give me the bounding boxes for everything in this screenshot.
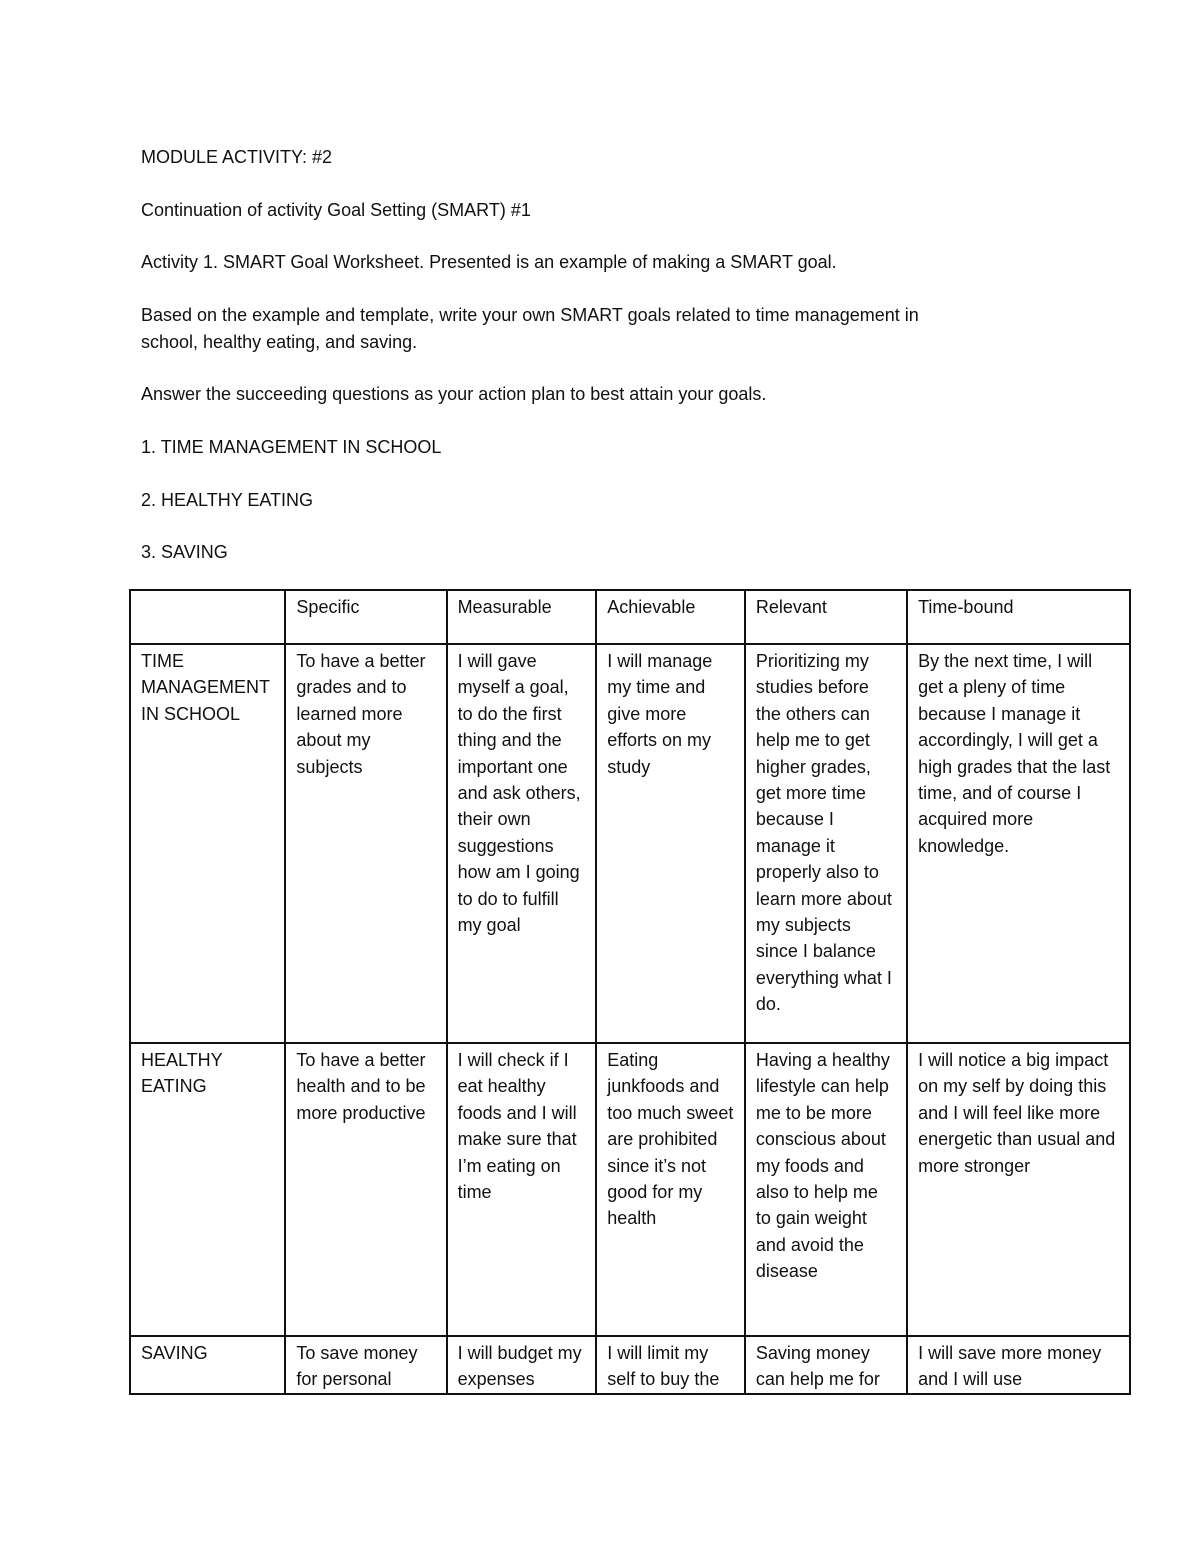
cell-achievable: Eating junkfoods and too much sweet are prohibited since it’s not good for my health [596, 1043, 745, 1336]
row-label-saving: SAVING [130, 1336, 285, 1394]
cell-measurable: I will budget my expenses [447, 1336, 597, 1394]
cell-achievable: I will limit my self to buy the [596, 1336, 745, 1394]
list-item-time-management: 1. TIME MANAGEMENT IN SCHOOL [141, 437, 442, 457]
table-header-row [130, 590, 1130, 644]
cell-specific: To have a better grades and to learned more about my subjects [285, 644, 446, 1043]
list-item-saving: 3. SAVING [141, 542, 228, 562]
cell-relevant: Saving money can help me for [745, 1336, 907, 1394]
cell-measurable: I will gave myself a goal, to do the first thing and the important one and ask others, their own suggestions how am I going to do to fulfill my goal [447, 644, 597, 1043]
cell-specific: To save money for personal [285, 1336, 446, 1394]
table-row [130, 644, 1130, 1043]
action-plan-text: Answer the succeeding questions as your action plan to best attain your goals. [141, 384, 767, 404]
list-item-healthy-eating: 2. HEALTHY EATING [141, 490, 314, 510]
smart-goal-table [129, 589, 1131, 1395]
header-cell-empty [130, 590, 285, 644]
header-cell-achievable: Achievable [596, 590, 745, 644]
table-row [130, 1043, 1130, 1336]
header-cell-measurable: Measurable [447, 590, 597, 644]
row-label-healthy-eating: HEALTHY EATING [130, 1043, 285, 1336]
header-cell-time-bound: Time-bound [907, 590, 1130, 644]
continuation-subheading: Continuation of activity Goal Setting (SMART) #1 [141, 200, 531, 220]
cell-time-bound: I will save more money and I will use [907, 1336, 1130, 1394]
cell-achievable: I will manage my time and give more efforts on my study [596, 644, 745, 1043]
cell-measurable: I will check if I eat healthy foods and I will make sure that I’m eating on time [447, 1043, 597, 1336]
cell-time-bound: By the next time, I will get a pleny of time because I manage it accordingly, I will get a high grades that the last time, and of course I acquired more knowledge. [907, 644, 1130, 1043]
cell-time-bound: I will notice a big impact on my self by doing this and I will feel like more energetic than usual and more stronger [907, 1043, 1130, 1336]
instruction-line-2: school, healthy eating, and saving. [141, 332, 418, 352]
cell-relevant: Prioritizing my studies before the others can help me to get higher grades, get more time because I manage it properly also to learn more about my subjects since I balance everything what I do. [745, 644, 907, 1043]
activity-description: Activity 1. SMART Goal Worksheet. Presented is an example of making a SMART goal. [141, 252, 837, 272]
instruction-line-1: Based on the example and template, write your own SMART goals related to time management in [141, 305, 919, 325]
cell-relevant: Having a healthy lifestyle can help me to be more conscious about my foods and also to help me to gain weight and avoid the disease [745, 1043, 907, 1336]
row-label-time-management: TIME MANAGEMENT IN SCHOOL [130, 644, 285, 1043]
module-heading: MODULE ACTIVITY: #2 [141, 147, 333, 167]
table-row [130, 1336, 1130, 1394]
header-cell-relevant: Relevant [745, 590, 907, 644]
cell-specific: To have a better health and to be more productive [285, 1043, 446, 1336]
header-cell-specific: Specific [285, 590, 446, 644]
